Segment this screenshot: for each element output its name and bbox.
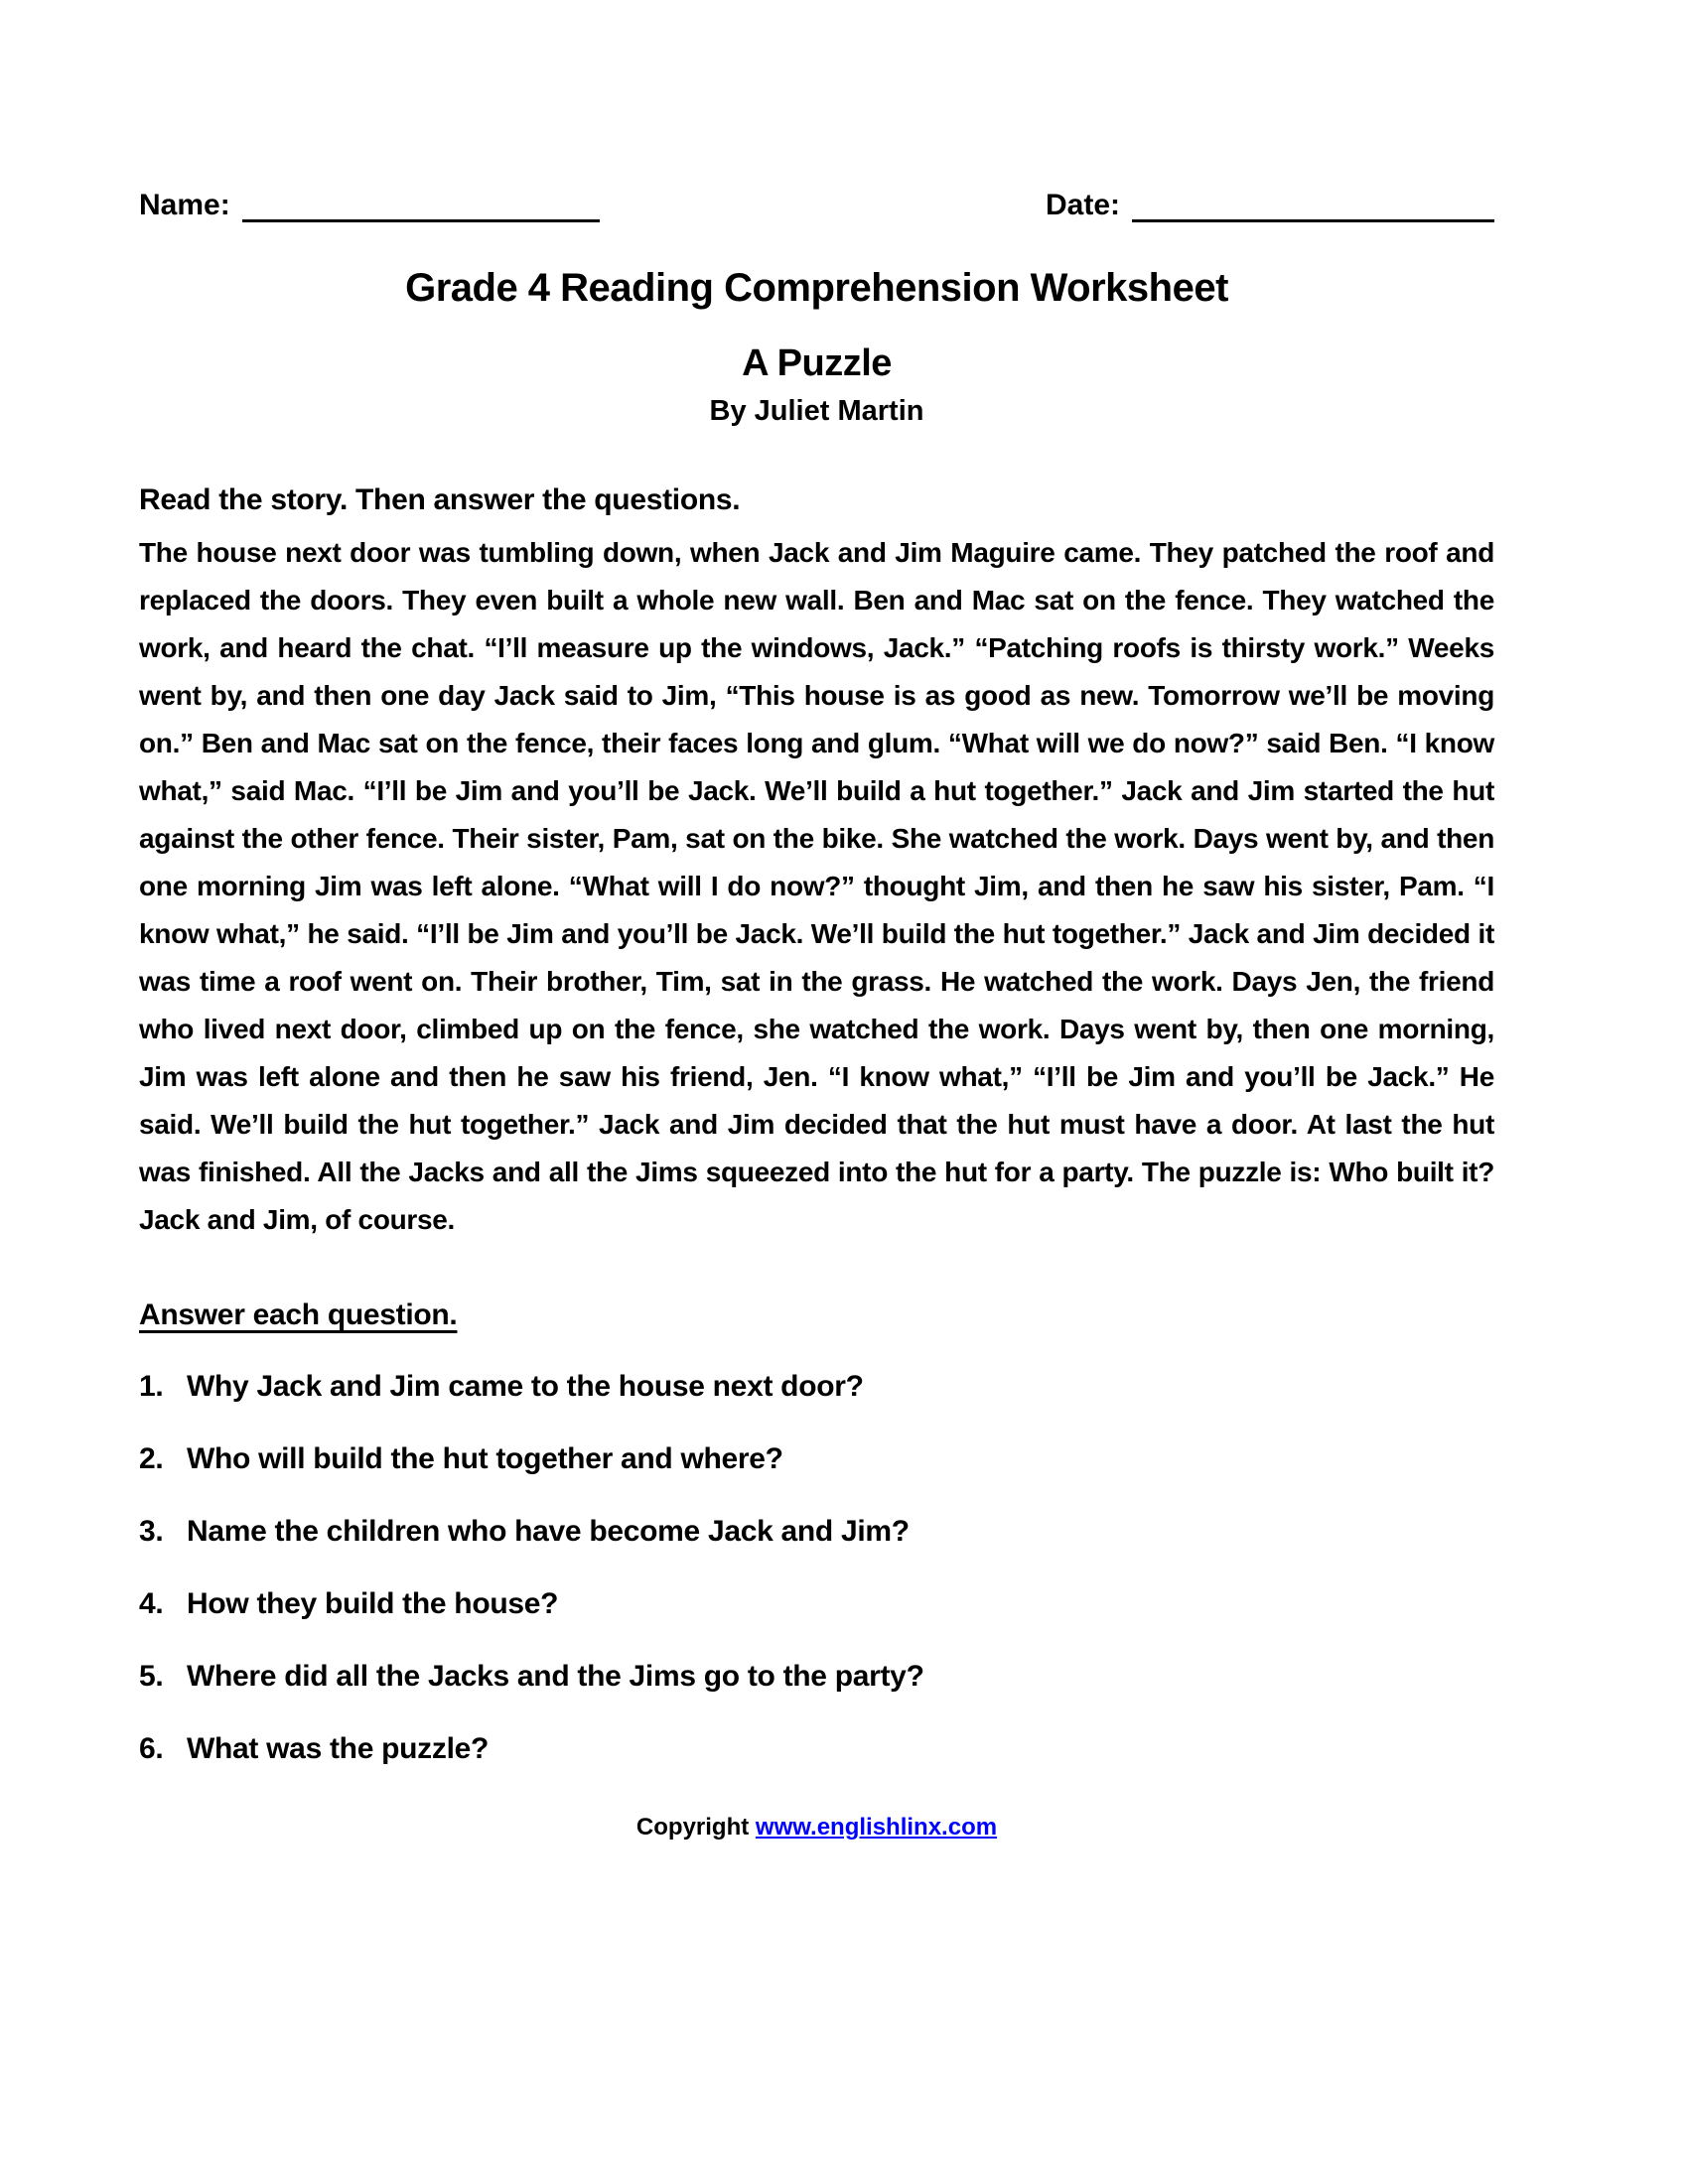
question-text: Where did all the Jacks and the Jims go to the party? (187, 1660, 924, 1693)
story-title: A Puzzle (742, 342, 892, 384)
question-text: Who will build the hut together and where? (187, 1442, 783, 1475)
question-item (139, 1585, 1494, 1623)
question-list (139, 1368, 1494, 1768)
question-number: 6. (139, 1732, 164, 1765)
header-row (139, 189, 1494, 222)
question-text: How they build the house? (187, 1587, 559, 1620)
question-number: 1. (139, 1370, 164, 1403)
story-instruction: Read the story. Then answer the questions. (139, 483, 741, 516)
question-number: 2. (139, 1442, 164, 1475)
englishlinx-link[interactable]: www.englishlinx.com (755, 1814, 998, 1841)
question-number: 5. (139, 1660, 164, 1693)
name-field (139, 189, 600, 222)
date-field (1046, 189, 1494, 222)
date-blank-line (1132, 189, 1494, 222)
story-body: The house next door was tumbling down, when Jack and Jim Maguire came. They patched the roof and replaced the doors. They even built a whole new wall. Ben and Mac sat on the fence. They watched the work, and heard the chat. “I’ll measure up the windows, Jack.” “Patching roofs is thirsty work.” Weeks went by, and then one day Jack said to Jim, “This house is as good as new. Tomorrow we’ll be moving on.” Ben and Mac sat on the fence, their faces long and glum. “What will we do now?” said Ben. “I know what,” said Mac. “I’ll be Jim and you’ll be Jack. We’ll build a hut together.” Jack and Jim started the hut against the other fence. Their sister, Pam, sat on the bike. She watched the work. Days went by, and then one morning Jim was left alone. “What will I do now?” thought Jim, and then he saw his sister, Pam. “I know what,” he said. “I’ll be Jim and you’ll be Jack. We’ll build the hut together.” Jack and Jim decided it was time a roof went on. Their brother, Tim, sat in the grass. He watched the work. Days Jen, the friend who lived next door, climbed up on the fence, she watched the work. Days went by, then one morning, Jim was left alone and then he saw his friend, Jen. “I know what,” “I’ll be Jim and you’ll be Jack.” He said. We’ll build the hut together.” Jack and Jim decided that the hut must have a door. At last the hut was finished. All the Jacks and all the Jims squeezed into the hut for a party. The puzzle is: Who built it? Jack and Jim, of course. (139, 537, 1494, 1235)
worksheet-title: Grade 4 Reading Comprehension Worksheet (405, 266, 1228, 310)
question-number: 3. (139, 1515, 164, 1548)
question-text: What was the puzzle? (187, 1732, 490, 1765)
question-number: 4. (139, 1587, 164, 1620)
name-label: Name: (139, 189, 230, 221)
question-item (139, 1730, 1494, 1768)
footer (139, 1814, 1494, 1842)
question-text: Name the children who have become Jack and Jim? (187, 1515, 910, 1548)
story-byline: By Juliet Martin (709, 395, 924, 427)
copyright-label: Copyright (635, 1814, 750, 1841)
question-item (139, 1368, 1494, 1406)
question-item (139, 1658, 1494, 1696)
name-blank-line (242, 189, 600, 222)
questions-heading: Answer each question. (139, 1298, 458, 1331)
question-item (139, 1513, 1494, 1551)
question-text: Why Jack and Jim came to the house next door? (187, 1370, 864, 1403)
date-label: Date: (1045, 189, 1120, 221)
question-item (139, 1440, 1494, 1478)
